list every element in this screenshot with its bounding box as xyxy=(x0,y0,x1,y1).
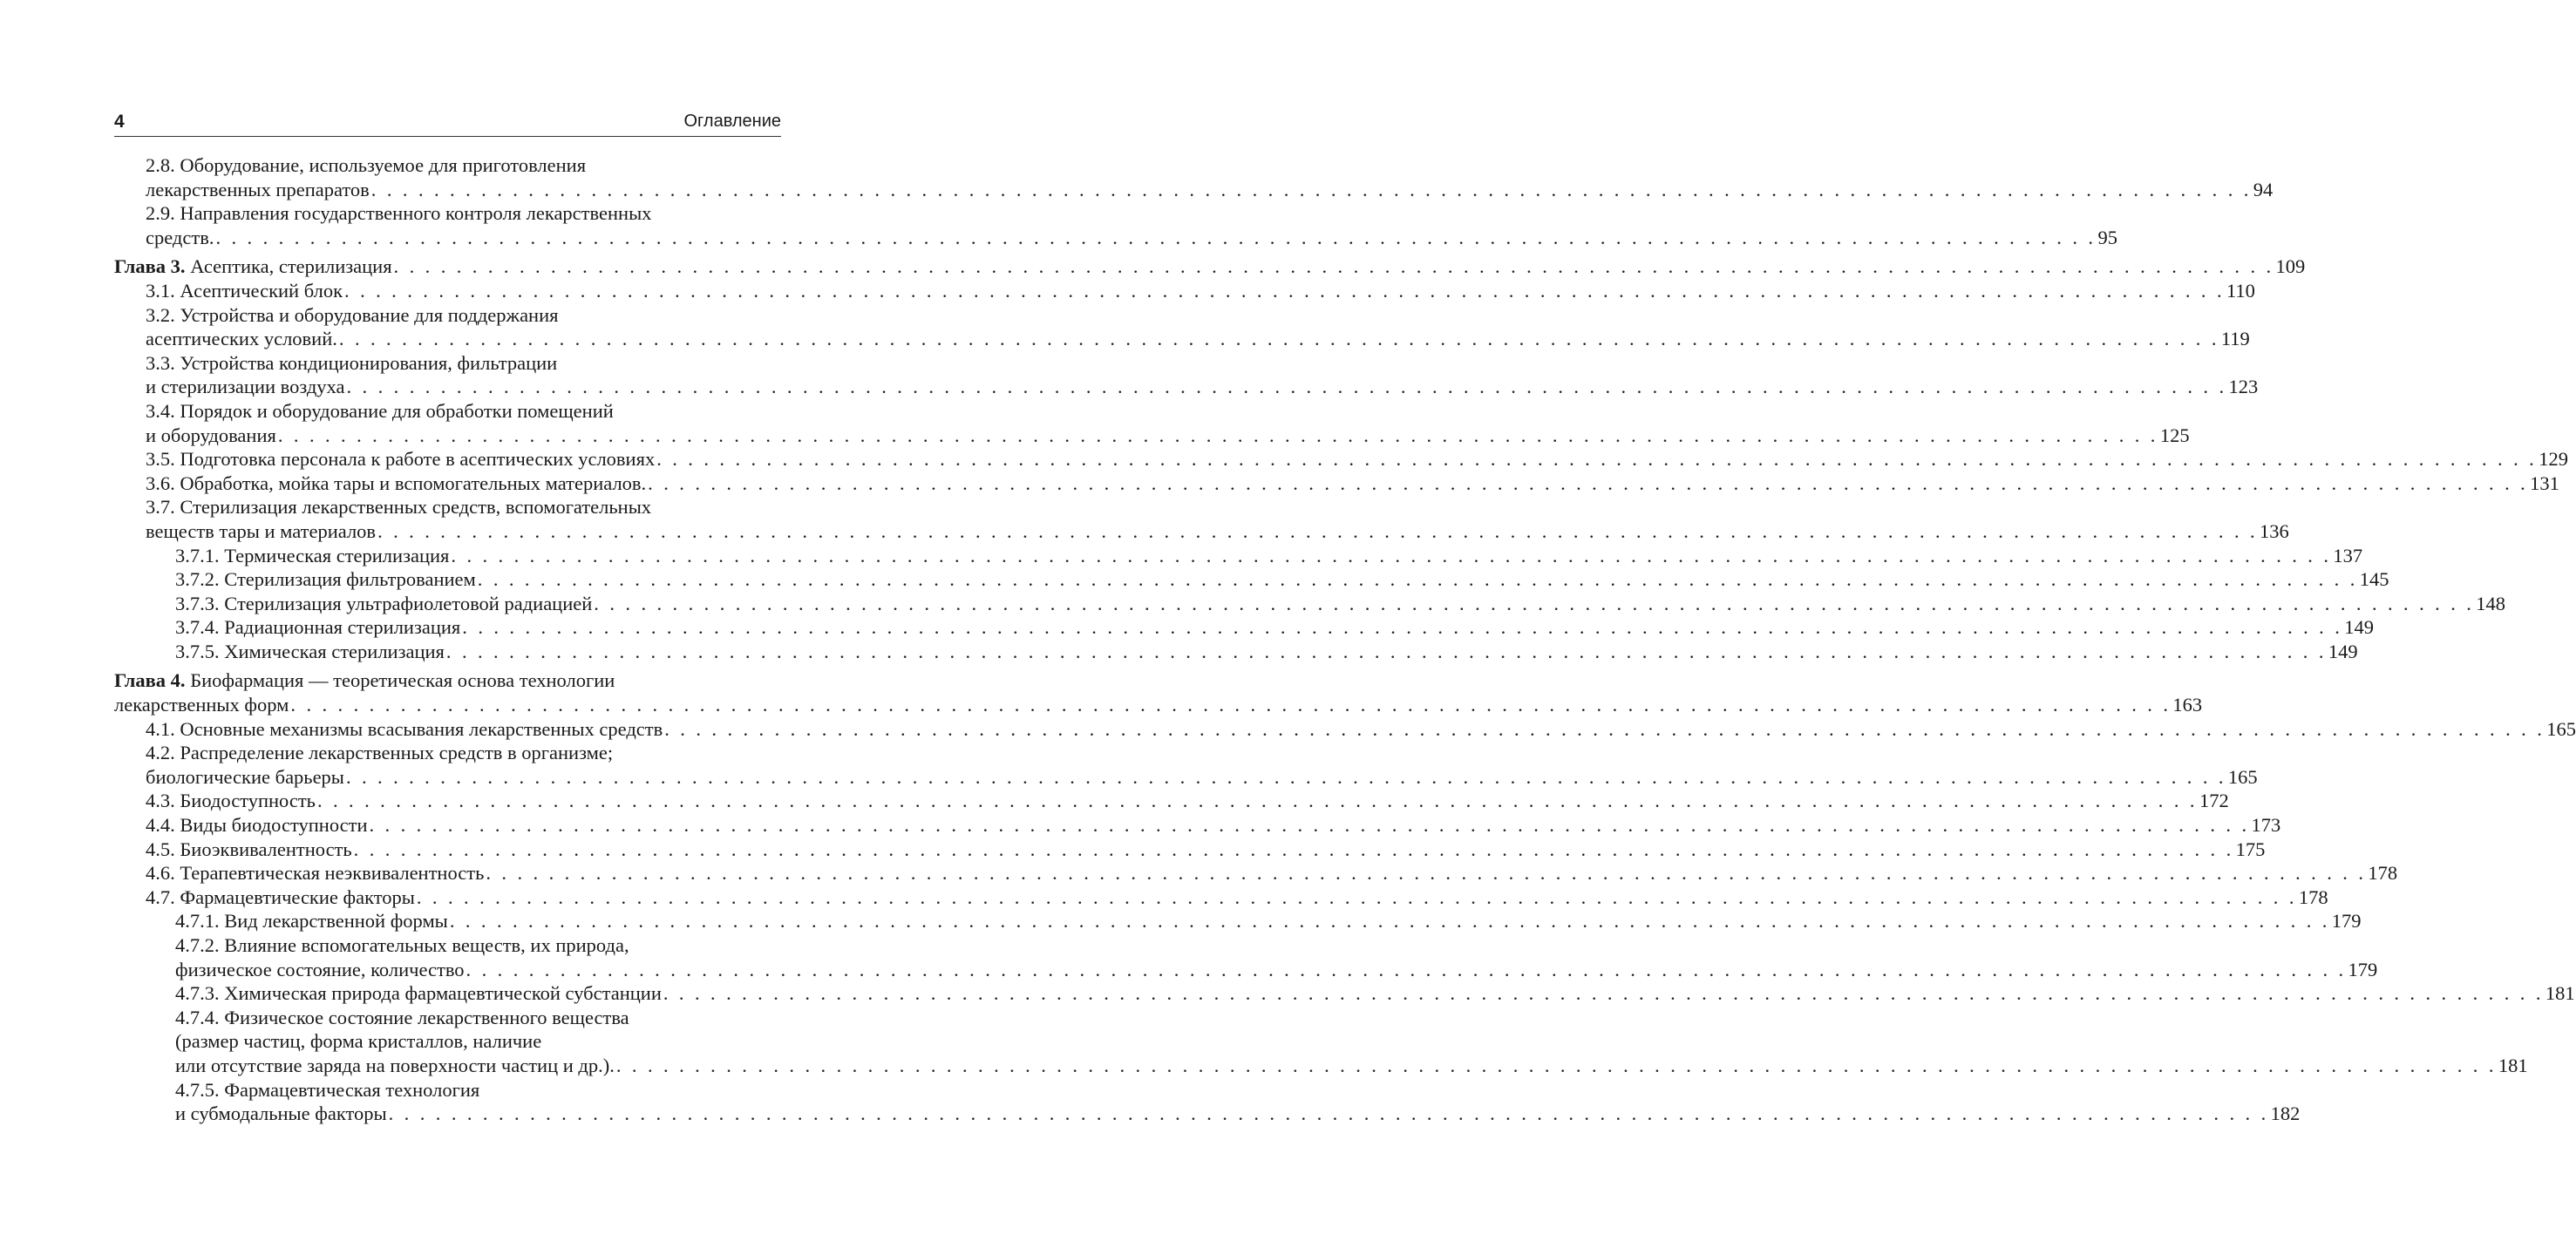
toc-entry[interactable] xyxy=(114,909,2362,933)
running-title: Оглавление xyxy=(683,112,781,131)
toc-page-number: 165 xyxy=(2227,765,2258,788)
toc-entry[interactable] xyxy=(114,303,2250,351)
toc-entry-text: 3.7.3. Стерилизация ультрафиолетовой радиацией xyxy=(175,592,593,614)
dot-leader: . . . . . . . . . . . . . . . . . . . . . . . . . . . . . . . . . . . . . . . . . . . . . . . . . . . . . . . . . . . . . . . . . . . . . . . . . . . . . . . . . . . . . . . . . . . . . . . . . . . . . . . . . . . . . . . . . . . . . . . . xyxy=(277,424,2158,446)
toc-entry-text: 3.7.1. Термическая стерилизация xyxy=(175,544,450,566)
toc-section xyxy=(114,254,2568,663)
toc-entry-text: Биофармация — теоретическая основа технологии xyxy=(185,669,615,692)
toc-page-number: 163 xyxy=(2172,694,2203,716)
toc-page-number: 149 xyxy=(2328,640,2358,662)
toc-entry-title xyxy=(114,693,289,717)
toc-page-number: 95 xyxy=(2097,226,2117,248)
toc-entry-title xyxy=(146,471,646,496)
toc-section xyxy=(114,153,2274,249)
toc-entry-text: 3.2. Устройства и оборудование для поддержания xyxy=(146,303,559,326)
toc-entry-title xyxy=(146,789,316,813)
dot-leader: . . . . . . . . . . . . . . . . . . . . . . . . . . . . . . . . . . . . . . . . . . . . . . . . . . . . . . . . . . . . . . . . . . . . . . . . . . . . . . . . . . . . . . . . . . . . . . . . . . . . . . . . . . . . . . . . . . . . . . . . xyxy=(594,592,2475,614)
toc-entry-title xyxy=(146,813,368,838)
toc-entry-title xyxy=(146,279,343,303)
dot-leader: . . . . . . . . . . . . . . . . . . . . . . . . . . . . . . . . . . . . . . . . . . . . . . . . . . . . . . . . . . . . . . . . . . . . . . . . . . . . . . . . . . . . . . . . . . . . . . . . . . . . . . . . . . . . . . . . . . . . . . . . xyxy=(486,862,2367,885)
dot-leader: . . . . . . . . . . . . . . . . . . . . . . . . . . . . . . . . . . . . . . . . . . . . . . . . . . . . . . . . . . . . . . . . . . . . . . . . . . . . . . . . . . . . . . . . . . . . . . . . . . . . . . . . . . . . . . . . . . . . . . . . xyxy=(377,519,2259,542)
dot-leader: . . . . . . . . . . . . . . . . . . . . . . . . . . . . . . . . . . . . . . . . . . . . . . . . . . . . . . . . . . . . . . . . . . . . . . . . . . . . . . . . . . . . . . . . . . . . . . . . . . . . . . . . . . . . . . . . . . . . . . . . xyxy=(345,765,2226,788)
toc-entry-text: 3.5. Подготовка персонала к работе в асептических условиях xyxy=(146,448,656,471)
toc-entry[interactable] xyxy=(114,153,2274,201)
toc-entry-text: 3.7. Стерилизация лекарственных средств, вспомогательных xyxy=(146,496,652,519)
toc-entry-title xyxy=(146,178,370,202)
toc-chapter-entry[interactable] xyxy=(114,668,2203,716)
toc-page-number: 119 xyxy=(2220,328,2250,350)
toc-page-number: 109 xyxy=(2275,255,2306,278)
toc-entry-text: 4.5. Биоэквивалентность xyxy=(146,838,352,860)
toc-page-number: 178 xyxy=(2298,885,2328,908)
toc-entry-title xyxy=(175,981,662,1006)
dot-leader: . . . . . . . . . . . . . . . . . . . . . . . . . . . . . . . . . . . . . . . . . . . . . . . . . . . . . . . . . . . . . . . . . . . . . . . . . . . . . . . . . . . . . . . . . . . . . . . . . . . . . . . . . . . . . . . . . . . . . . . . xyxy=(346,376,2227,398)
toc-entry-title xyxy=(146,375,345,399)
toc-entry-title xyxy=(146,352,557,374)
toc-entry-text: 3.7.2. Стерилизация фильтрованием xyxy=(175,568,476,591)
toc-entry-text: лекарственных форм xyxy=(114,694,289,716)
toc-page-number: 125 xyxy=(2159,424,2190,446)
toc-page-number: 175 xyxy=(2235,838,2266,860)
dot-leader: . . . . . . . . . . . . . . . . . . . . . . . . . . . . . . . . . . . . . . . . . . . . . . . . . . . . . . . . . . . . . . . . . . . . . . . . . . . . . . . . . . . . . . . . . . . . . . . . . . . . . . . . . . . . . . . . . . . . . . . . xyxy=(656,448,2538,471)
toc-page-number: 110 xyxy=(2226,279,2255,302)
toc-entry-text: 4.6. Терапевтическая неэквивалентность xyxy=(146,862,485,885)
dot-leader: . . . . . . . . . . . . . . . . . . . . . . . . . . . . . . . . . . . . . . . . . . . . . . . . . . . . . . . . . . . . . . . . . . . . . . . . . . . . . . . . . . . . . . . . . . . . . . . . . . . . . . . . . . . . . . . . . . . . . . . . xyxy=(290,694,2172,716)
toc-entry[interactable] xyxy=(114,279,2255,303)
toc-entry-title xyxy=(175,640,445,664)
table-of-contents xyxy=(114,153,2576,1131)
dot-leader: . . . . . . . . . . . . . . . . . . . . . . . . . . . . . . . . . . . . . . . . . . . . . . . . . . . . . . . . . . . . . . . . . . . . . . . . . . . . . . . . . . . . . . . . . . . . . . . . . . . . . . . . . . . . . . . . . . . . . . . . xyxy=(353,838,2234,860)
dot-leader: . . . . . . . . . . . . . . . . . . . . . . . . . . . . . . . . . . . . . . . . . . . . . . . . . . . . . . . . . . . . . . . . . . . . . . . . . . . . . . . . . . . . . . . . . . . . . . . . . . . . . . . . . . . . . . . . . . . . . . . . xyxy=(344,279,2225,302)
toc-entry-title xyxy=(146,400,614,422)
toc-chapter-entry[interactable] xyxy=(114,254,2306,279)
toc-entry-title xyxy=(146,885,415,910)
toc-entry[interactable] xyxy=(114,861,2398,885)
toc-entry-text: 4.4. Виды биодоступности xyxy=(146,814,368,837)
toc-entry-text: 3.7.5. Химическая стерилизация xyxy=(175,640,445,662)
toc-page-number: 131 xyxy=(2530,471,2559,494)
toc-page-number: 172 xyxy=(2199,790,2229,812)
toc-entry-title xyxy=(175,1007,629,1028)
dot-leader: . . . . . . . . . . . . . . . . . . . . . . . . . . . . . . . . . . . . . . . . . . . . . . . . . . . . . . . . . . . . . . . . . . . . . . . . . . . . . . . . . . . . . . . . . . . . . . . . . . . . . . . . . . . . . . . . . . . . . . . . xyxy=(393,255,2274,278)
toc-entry-title xyxy=(146,226,214,250)
toc-page-number: 148 xyxy=(2476,592,2506,614)
toc-entry-title xyxy=(146,765,344,790)
toc-entry-text: физическое состояние, количество xyxy=(175,958,465,980)
toc-page-number: 178 xyxy=(2368,862,2398,885)
toc-entry-title xyxy=(175,544,449,568)
toc-page-number: 94 xyxy=(2253,178,2274,200)
toc-entry-text: 3.4. Порядок и оборудование для обработки помещений xyxy=(146,399,614,422)
toc-entry-title xyxy=(146,327,337,351)
toc-entry-text: биологические барьеры xyxy=(146,765,344,788)
toc-entry-title xyxy=(114,254,392,279)
toc-entry-text: и оборудования xyxy=(146,424,276,446)
toc-entry-title xyxy=(175,909,448,933)
toc-entry-text: 2.9. Направления государственного контроля лекарственных xyxy=(146,202,652,225)
toc-entry-title xyxy=(146,154,586,176)
dot-leader: . . . . . . . . . . . . . . . . . . . . . . . . . . . . . . . . . . . . . . . . . . . . . . . . . . . . . . . . . . . . . . . . . . . . . . . . . . . . . . . . . . . . . . . . . . . . . . . . . . . . . . . . . . . . . . . . . . . . . . . . xyxy=(388,1102,2269,1125)
toc-entry-title xyxy=(146,742,613,763)
toc-page-number: 129 xyxy=(2539,448,2568,471)
toc-entry-title xyxy=(175,615,460,640)
toc-entry-title xyxy=(175,567,476,592)
toc-entry-title xyxy=(146,447,655,471)
dot-leader: . . . . . . . . . . . . . . . . . . . . . . . . . . . . . . . . . . . . . . . . . . . . . . . . . . . . . . . . . . . . . . . . . . . . . . . . . . . . . . . . . . . . . . . . . . . . . . . . . . . . . . . . . . . . . . . . . . . . . . . . xyxy=(215,226,2097,248)
toc-entry-title xyxy=(146,496,651,518)
toc-entry-text: 4.3. Биодоступность xyxy=(146,790,316,812)
toc-entry-text: и стерилизации воздуха xyxy=(146,376,345,398)
toc-entry-text: 4.7. Фармацевтические факторы xyxy=(146,885,415,908)
toc-entry[interactable] xyxy=(114,933,2378,981)
toc-entry-title xyxy=(175,958,465,982)
toc-page-number: 179 xyxy=(2331,910,2362,933)
toc-section xyxy=(114,668,2576,1125)
dot-leader: . . . . . . . . . . . . . . . . . . . . . . . . . . . . . . . . . . . . . . . . . . . . . . . . . . . . . . . . . . . . . . . . . . . . . . . . . . . . . . . . . . . . . . . . . . . . . . . . . . . . . . . . . . . . . . . . . . . . . . . . xyxy=(316,790,2198,812)
toc-entry-title xyxy=(146,519,376,544)
toc-entry-title xyxy=(175,1054,615,1078)
dot-leader: . . . . . . . . . . . . . . . . . . . . . . . . . . . . . . . . . . . . . . . . . . . . . . . . . . . . . . . . . . . . . . . . . . . . . . . . . . . . . . . . . . . . . . . . . . . . . . . . . . . . . . . . . . . . . . . . . . . . . . . . xyxy=(338,328,2219,350)
page-number: 4 xyxy=(114,112,125,132)
toc-entry-text: 3.1. Асептический блок xyxy=(146,279,343,302)
toc-entry[interactable] xyxy=(114,717,2576,742)
toc-entry-text: 4.7.5. Фармацевтическая технология xyxy=(175,1078,480,1101)
toc-entry-text: 3.6. Обработка, мойка тары и вспомогательных материалов. xyxy=(146,471,647,494)
toc-entry-text: 2.8. Оборудование, используемое для приготовления xyxy=(146,154,587,176)
toc-entry-text: асептических условий. xyxy=(146,328,337,350)
page-header xyxy=(114,110,781,137)
toc-entry[interactable] xyxy=(114,741,2258,789)
dot-leader: . . . . . . . . . . . . . . . . . . . . . . . . . . . . . . . . . . . . . . . . . . . . . . . . . . . . . . . . . . . . . . . . . . . . . . . . . . . . . . . . . . . . . . . . . . . . . . . . . . . . . . . . . . . . . . . . . . . . . . . . xyxy=(445,640,2327,662)
chapter-label: Глава 3. xyxy=(114,255,186,278)
toc-entry-text: веществ тары и материалов xyxy=(146,519,377,542)
toc-entry-title xyxy=(114,669,615,691)
toc-entry[interactable] xyxy=(114,789,2229,813)
dot-leader: . . . . . . . . . . . . . . . . . . . . . . . . . . . . . . . . . . . . . . . . . . . . . . . . . . . . . . . . . . . . . . . . . . . . . . . . . . . . . . . . . . . . . . . . . . . . . . . . . . . . . . . . . . . . . . . . . . . . . . . . xyxy=(663,982,2544,1005)
toc-page-number: 145 xyxy=(2359,568,2389,591)
toc-entry[interactable] xyxy=(114,544,2363,568)
toc-page-number: 123 xyxy=(2228,376,2259,398)
toc-page-number: 137 xyxy=(2333,544,2363,566)
toc-page-number: 181 xyxy=(2498,1054,2528,1076)
toc-entry-text: 3.3. Устройства кондиционирования, фильтрации xyxy=(146,351,558,374)
toc-entry-title xyxy=(146,202,651,224)
toc-entry-title xyxy=(175,1102,387,1126)
toc-entry[interactable] xyxy=(114,567,2389,592)
dot-leader: . . . . . . . . . . . . . . . . . . . . . . . . . . . . . . . . . . . . . . . . . . . . . . . . . . . . . . . . . . . . . . . . . . . . . . . . . . . . . . . . . . . . . . . . . . . . . . . . . . . . . . . . . . . . . . . . . . . . . . . . xyxy=(664,717,2545,740)
chapter-label: Глава 4. xyxy=(114,669,186,692)
toc-entry-title xyxy=(175,934,629,956)
toc-entry[interactable] xyxy=(114,838,2266,862)
toc-entry-text: (размер частиц, форма кристаллов, наличие xyxy=(175,1030,542,1053)
toc-entry[interactable] xyxy=(114,981,2575,1006)
dot-leader: . . . . . . . . . . . . . . . . . . . . . . . . . . . . . . . . . . . . . . . . . . . . . . . . . . . . . . . . . . . . . . . . . . . . . . . . . . . . . . . . . . . . . . . . . . . . . . . . . . . . . . . . . . . . . . . . . . . . . . . . xyxy=(462,616,2343,639)
dot-leader: . . . . . . . . . . . . . . . . . . . . . . . . . . . . . . . . . . . . . . . . . . . . . . . . . . . . . . . . . . . . . . . . . . . . . . . . . . . . . . . . . . . . . . . . . . . . . . . . . . . . . . . . . . . . . . . . . . . . . . . . xyxy=(615,1054,2497,1076)
toc-entry-text: 4.7.2. Влияние вспомогательных веществ, их природа, xyxy=(175,934,629,956)
toc-entry[interactable] xyxy=(114,640,2358,664)
dot-leader: . . . . . . . . . . . . . . . . . . . . . . . . . . . . . . . . . . . . . . . . . . . . . . . . . . . . . . . . . . . . . . . . . . . . . . . . . . . . . . . . . . . . . . . . . . . . . . . . . . . . . . . . . . . . . . . . . . . . . . . . xyxy=(451,544,2332,566)
toc-entry-title xyxy=(146,838,352,862)
toc-entry-text: или отсутствие заряда на поверхности частиц и др.). xyxy=(175,1054,615,1076)
toc-entry-text: лекарственных препаратов xyxy=(146,178,370,200)
dot-leader: . . . . . . . . . . . . . . . . . . . . . . . . . . . . . . . . . . . . . . . . . . . . . . . . . . . . . . . . . . . . . . . . . . . . . . . . . . . . . . . . . . . . . . . . . . . . . . . . . . . . . . . . . . . . . . . . . . . . . . . . xyxy=(477,568,2358,591)
toc-entry-text: средств. xyxy=(146,226,214,248)
toc-entry-title xyxy=(146,304,559,326)
dot-leader: . . . . . . . . . . . . . . . . . . . . . . . . . . . . . . . . . . . . . . . . . . . . . . . . . . . . . . . . . . . . . . . . . . . . . . . . . . . . . . . . . . . . . . . . . . . . . . . . . . . . . . . . . . . . . . . . . . . . . . . . xyxy=(449,910,2330,933)
toc-entry[interactable] xyxy=(114,592,2506,616)
toc-entry-title xyxy=(175,1030,541,1052)
toc-entry[interactable] xyxy=(114,399,2190,447)
toc-entry-title xyxy=(146,861,484,885)
toc-page-number: 173 xyxy=(2251,814,2281,837)
toc-entry[interactable] xyxy=(114,495,2289,543)
toc-entry-title xyxy=(175,1079,479,1101)
toc-entry-text: 4.1. Основные механизмы всасывания лекарственных средств xyxy=(146,717,663,740)
toc-entry-title xyxy=(175,592,592,616)
toc-page-number: 165 xyxy=(2546,717,2576,740)
toc-entry-text: 4.7.1. Вид лекарственной формы xyxy=(175,910,448,933)
toc-page-number: 149 xyxy=(2344,616,2375,639)
toc-entry-title xyxy=(146,424,276,448)
toc-entry[interactable] xyxy=(114,885,2328,910)
toc-entry-text: 4.7.3. Химическая природа фармацевтической субстанции xyxy=(175,982,662,1005)
dot-leader: . . . . . . . . . . . . . . . . . . . . . . . . . . . . . . . . . . . . . . . . . . . . . . . . . . . . . . . . . . . . . . . . . . . . . . . . . . . . . . . . . . . . . . . . . . . . . . . . . . . . . . . . . . . . . . . . . . . . . . . . xyxy=(648,471,2529,494)
toc-entry[interactable] xyxy=(114,201,2117,249)
toc-entry-text: 4.7.4. Физическое состояние лекарственного вещества xyxy=(175,1006,629,1028)
toc-entry[interactable] xyxy=(114,1006,2528,1078)
toc-entry-text: 3.7.4. Радиационная стерилизация xyxy=(175,616,461,639)
toc-entry-text: Асептика, стерилизация xyxy=(185,255,392,278)
toc-page-number: 179 xyxy=(2348,958,2378,980)
toc-entry[interactable] xyxy=(114,351,2259,399)
toc-page-number: 181 xyxy=(2545,982,2575,1005)
toc-entry[interactable] xyxy=(114,813,2281,838)
toc-entry-text: и субмодальные факторы xyxy=(175,1102,387,1125)
toc-entry[interactable] xyxy=(114,1078,2301,1126)
dot-leader: . . . . . . . . . . . . . . . . . . . . . . . . . . . . . . . . . . . . . . . . . . . . . . . . . . . . . . . . . . . . . . . . . . . . . . . . . . . . . . . . . . . . . . . . . . . . . . . . . . . . . . . . . . . . . . . . . . . . . . . . xyxy=(416,885,2297,908)
dot-leader: . . . . . . . . . . . . . . . . . . . . . . . . . . . . . . . . . . . . . . . . . . . . . . . . . . . . . . . . . . . . . . . . . . . . . . . . . . . . . . . . . . . . . . . . . . . . . . . . . . . . . . . . . . . . . . . . . . . . . . . . xyxy=(466,958,2347,980)
toc-entry[interactable] xyxy=(114,447,2568,471)
toc-entry[interactable] xyxy=(114,471,2559,496)
toc-entry-text: 4.2. Распределение лекарственных средств в организме; xyxy=(146,742,614,764)
toc-entry[interactable] xyxy=(114,615,2375,640)
dot-leader: . . . . . . . . . . . . . . . . . . . . . . . . . . . . . . . . . . . . . . . . . . . . . . . . . . . . . . . . . . . . . . . . . . . . . . . . . . . . . . . . . . . . . . . . . . . . . . . . . . . . . . . . . . . . . . . . . . . . . . . . xyxy=(369,814,2250,837)
toc-entry-title xyxy=(146,717,663,742)
toc-page-number: 182 xyxy=(2270,1102,2301,1125)
toc-page-number: 136 xyxy=(2260,519,2289,542)
dot-leader: . . . . . . . . . . . . . . . . . . . . . . . . . . . . . . . . . . . . . . . . . . . . . . . . . . . . . . . . . . . . . . . . . . . . . . . . . . . . . . . . . . . . . . . . . . . . . . . . . . . . . . . . . . . . . . . . . . . . . . . . xyxy=(370,178,2252,200)
